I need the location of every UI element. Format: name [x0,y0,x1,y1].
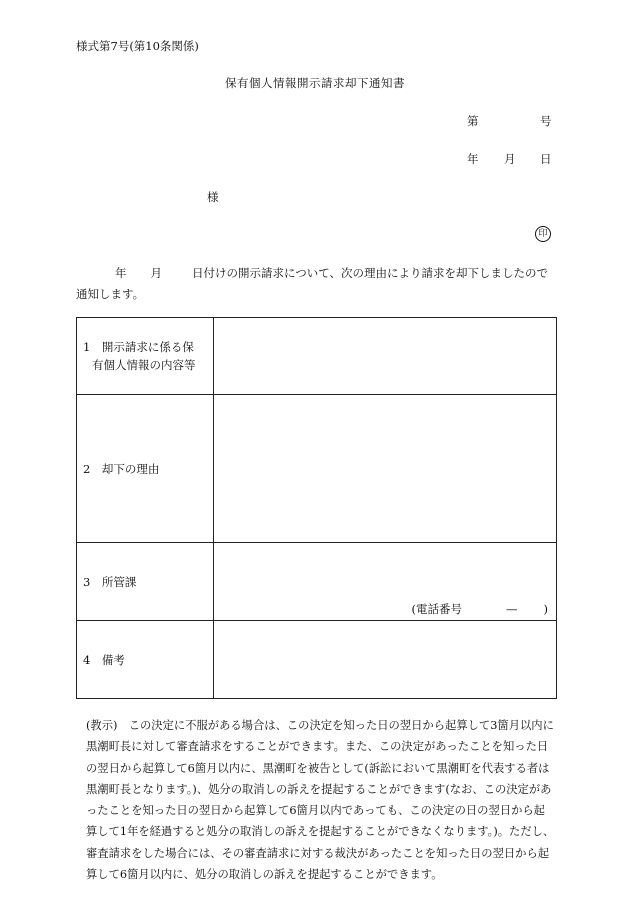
row3-label: 3 所管課 [77,543,214,621]
row2-label: 2 却下の理由 [77,395,214,543]
tel-open: (電話番号 [411,602,462,616]
body-line2: 通知します。 [76,287,145,301]
row2-value-cell[interactable] [214,395,557,543]
document-number-suffix: 号 [540,114,552,128]
phone-number-field [412,601,549,617]
body-year-label: 年 [115,266,127,280]
table-row [77,621,557,699]
rejection-details-table [76,317,557,699]
table-row [77,395,557,543]
row4-label: 4 備考 [77,621,214,699]
date-year-label: 年 [467,152,479,166]
date-day-label: 日 [540,152,552,166]
row1-label-line1: 1 開示請求に係る保 [83,340,194,354]
row3-value-cell[interactable] [214,543,557,621]
row1-value-cell[interactable] [214,318,557,395]
row1-label-line2: 有個人情報の内容等 [92,358,196,372]
recipient-honorific: 様 [207,190,219,204]
notification-body [76,263,556,305]
appeal-instructions: (教示) この決定に不服がある場合は、この決定を知った日の翌日から起算して3箇月以内に黒潮町長に対して審査請求をすることができます。また、この決定があったことを知った日の翌日から起算して6箇月以内に、黒潮町を被告として(訴訟において黒潮町を代表する者は黒潮町長となります。)、処分の取消しの訴えを提起することができます(なお、この決定があったことを知った日の翌日から起算して6箇月以内であっても、この決定の日の翌日から起算して1年を経過すると処分の取消しの訴えを提起することができなくなります。)。ただし、審査請求をした場合には、その審査請求に対する裁決があったことを知った日の翌日から起算して6箇月以内に、処分の取消しの訴えを提起することができます。 [86,719,555,882]
tel-close: ) [543,602,548,616]
table-row [77,318,557,395]
table-row [77,543,557,621]
document-title: 保有個人情報開示請求却下通知書 [225,76,405,90]
seal-icon: 印 [535,226,551,242]
table-label-cell [77,318,214,395]
row4-value-cell[interactable] [214,621,557,699]
form-number: 様式第7号(第10条関係) [76,39,199,53]
body-line1: 日付けの開示請求について、次の理由により請求を却下しましたので [192,266,549,280]
body-month-label: 月 [150,266,162,280]
tel-dash: — [506,602,518,616]
document-number-prefix: 第 [467,114,479,128]
date-month-label: 月 [504,152,516,166]
